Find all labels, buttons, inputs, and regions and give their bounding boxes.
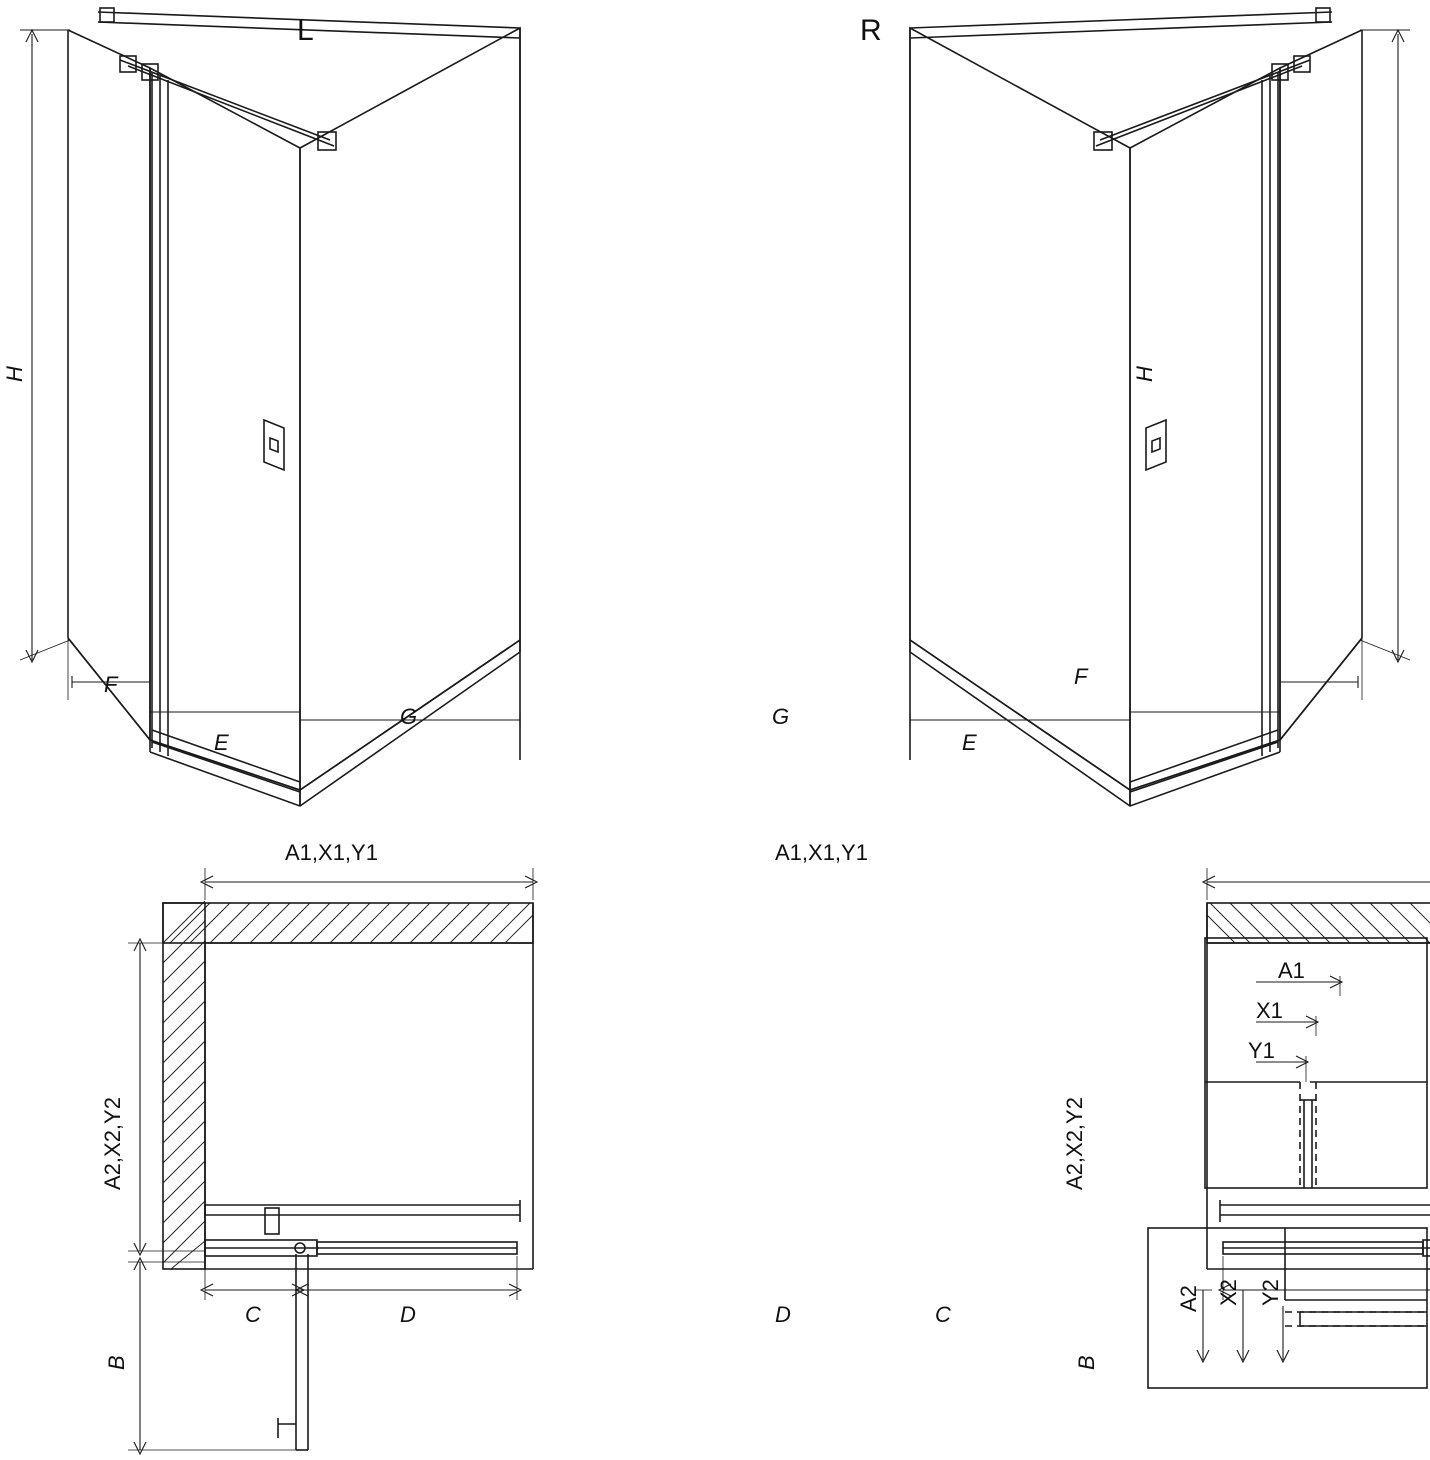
dim-b-right: B: [1074, 1355, 1099, 1370]
dim-top-left-plan: A1,X1,Y1: [285, 840, 378, 865]
dim-b-left: B: [104, 1355, 129, 1370]
detail-label-x2: X2: [1216, 1279, 1241, 1306]
detail-label-x1: X1: [1256, 998, 1283, 1023]
iso-view-left: [20, 8, 520, 806]
dim-c-right: C: [935, 1302, 951, 1327]
detail-label-y2: Y2: [1258, 1279, 1283, 1306]
title-left-variant: L: [297, 14, 314, 47]
detail-label-a1: A1: [1278, 958, 1305, 983]
dim-g-right: G: [772, 704, 790, 729]
iso-view-right: [910, 8, 1410, 806]
dim-side-right-plan: A2,X2,Y2: [1062, 1097, 1087, 1190]
title-right-variant: R: [860, 14, 882, 47]
dim-f-right: F: [1074, 664, 1088, 689]
dim-f-left: F: [104, 672, 118, 697]
dim-e-right: E: [962, 730, 977, 755]
dim-g-left: G: [400, 704, 418, 729]
dim-top-right-plan: A1,X1,Y1: [775, 840, 868, 865]
dim-d-left: D: [400, 1302, 416, 1327]
detail-label-y1: Y1: [1248, 1038, 1275, 1063]
dim-c-left: C: [245, 1302, 261, 1327]
dim-d-right: D: [775, 1302, 791, 1327]
dim-e-left: E: [214, 730, 229, 755]
plan-view-left: [128, 868, 537, 1454]
dim-height-left: H: [2, 366, 27, 382]
dim-height-right: H: [1132, 366, 1157, 382]
detail-label-a2: A2: [1176, 1285, 1201, 1312]
detail-box-top: [1205, 938, 1427, 1188]
dim-side-left-plan: A2,X2,Y2: [100, 1097, 125, 1190]
